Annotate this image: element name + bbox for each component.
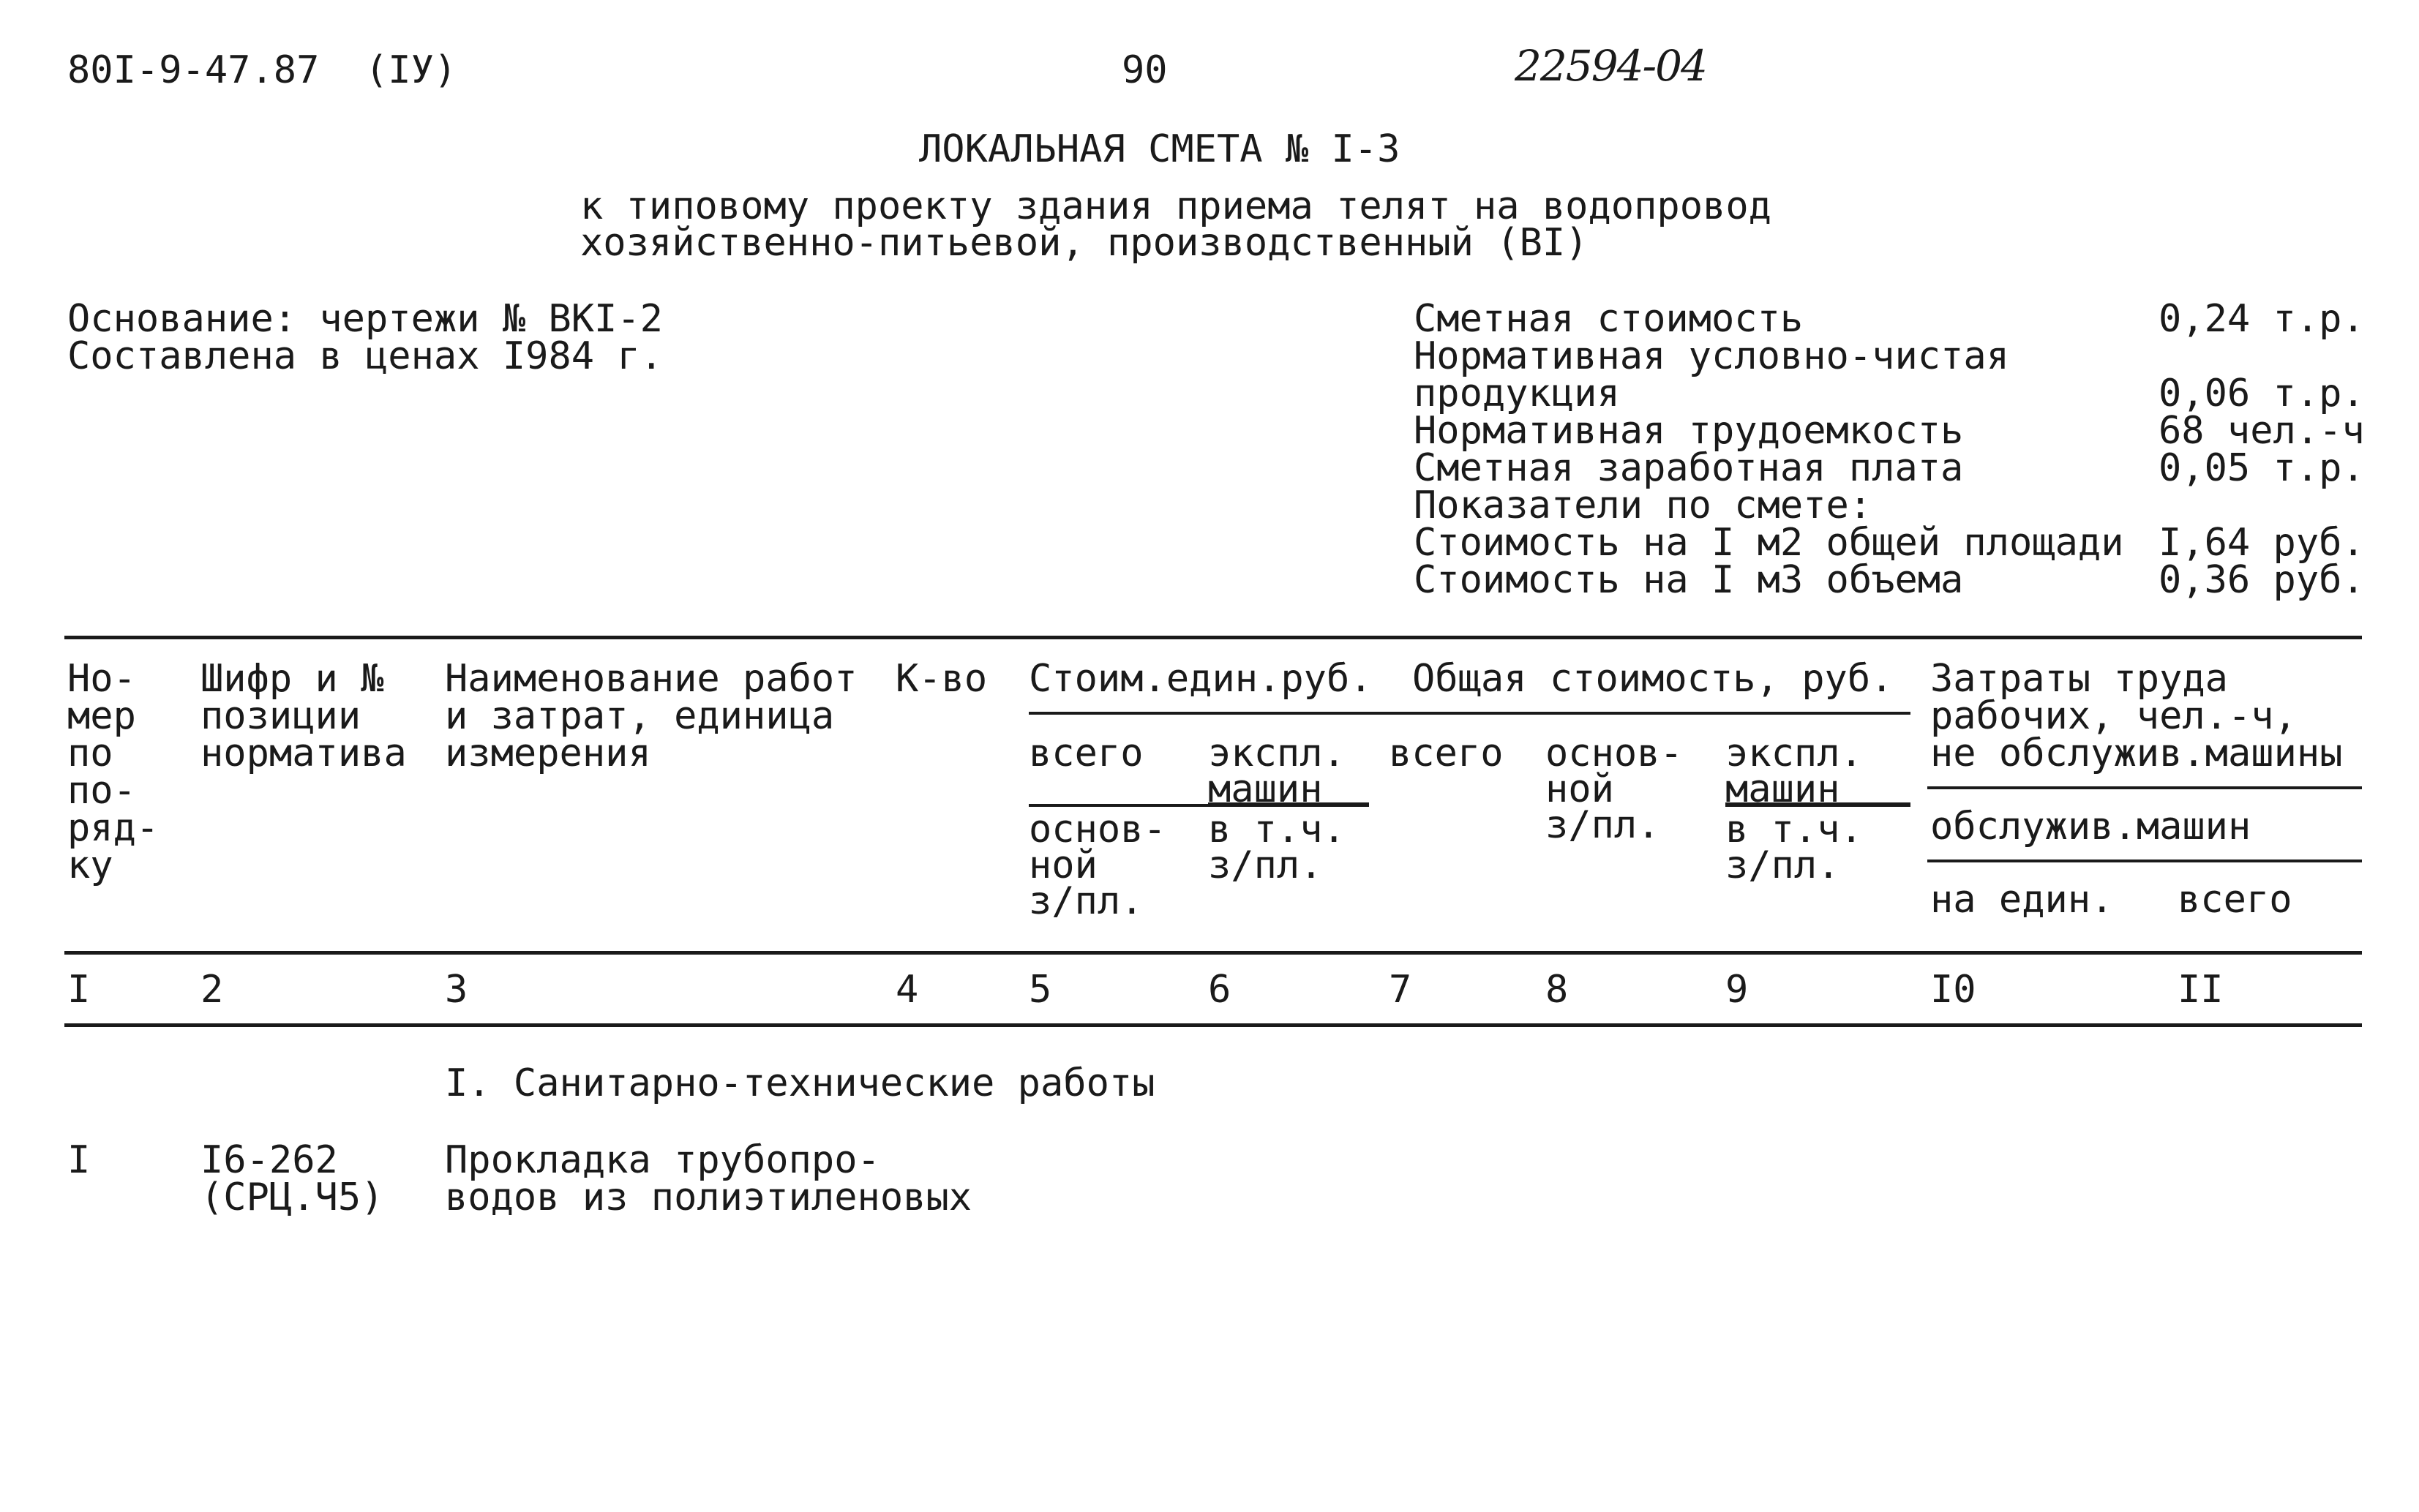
header-total-all: всего (1389, 731, 1504, 775)
header-unit-base: основ- (1029, 808, 1166, 851)
column-number: 6 (1208, 968, 1231, 1012)
header-text: и затрат, единица (445, 694, 835, 738)
page-number: 90 (1122, 48, 1168, 92)
header-text: по- (67, 769, 136, 813)
header-total-cost: Общая стоимость, руб. (1412, 657, 1894, 701)
summary-label: Нормативная условно-чистая (1414, 334, 2009, 378)
summary-label: Сметная стоимость (1414, 297, 1804, 341)
header-text: норматива (200, 731, 407, 775)
column-number: 2 (200, 968, 224, 1012)
row-code: I6-262 (200, 1138, 338, 1182)
basis-line: Основание: чертежи № ВКI-2 (67, 297, 663, 341)
header-total-incl: з/пл. (1725, 843, 1840, 887)
header-text: Наименование работ (445, 657, 858, 701)
summary-label: Сметная заработная плата (1414, 446, 1964, 490)
row-code: (СРЦ.Ч5) (200, 1176, 384, 1219)
estimate-title: ЛОКАЛЬНАЯ СМЕТА № I-3 (919, 127, 1400, 171)
column-number: 4 (896, 968, 919, 1012)
header-text: позиции (200, 694, 361, 738)
summary-value: 0,24 т.р. (2159, 297, 2365, 341)
header-bottom-rule (64, 951, 2362, 955)
header-col-quantity: К-во (896, 657, 988, 701)
table-top-rule (64, 636, 2362, 639)
column-number: 9 (1725, 968, 1749, 1012)
header-unit-cost: Стоим.един.руб. (1029, 657, 1373, 701)
row-name: водов из полиэтиленовых (445, 1176, 972, 1219)
cost-group-rule (1029, 712, 1910, 715)
document-code: 80I-9-47.87 (IУ) (67, 48, 457, 92)
summary-label: Нормативная трудоемкость (1414, 409, 1964, 453)
header-text: по (67, 731, 113, 775)
header-total-expl: машин (1725, 767, 1840, 811)
column-number: II (2178, 968, 2224, 1012)
header-text: измерения (445, 731, 651, 775)
header-text: Шифр и № (200, 657, 384, 701)
header-text: ряд- (67, 806, 160, 850)
header-unit-expl: экспл. (1208, 731, 1346, 775)
summary-value: I,64 руб. (2159, 521, 2365, 565)
header-unit-base: ной (1029, 843, 1098, 887)
estimate-subtitle-2: хозяйственно-питьевой, производственный (BI) (580, 221, 1589, 265)
header-total-base: з/пл. (1545, 803, 1660, 847)
header-total-expl: экспл. (1725, 731, 1863, 775)
column-number: I (67, 968, 91, 1012)
column-number: I0 (1930, 968, 1976, 1012)
header-unit-incl: в т.ч. (1208, 808, 1346, 851)
header-labor: не обслужив.машины (1930, 731, 2343, 775)
header-text: ку (67, 843, 113, 887)
header-text: мер (67, 694, 136, 738)
header-total-base: ной (1545, 767, 1614, 811)
row-name: Прокладка трубопро- (445, 1138, 880, 1182)
summary-value: 68 чел.-ч (2159, 409, 2365, 453)
estimate-subtitle-1: к типовому проекту здания приема телят на водопровод (580, 184, 1771, 228)
header-total-base: основ- (1545, 731, 1683, 775)
summary-value: 0,05 т.р. (2159, 446, 2365, 490)
labor-group-rule-1 (1927, 786, 2362, 789)
header-total-incl: в т.ч. (1725, 808, 1863, 851)
summary-label: Стоимость на I м2 общей площади (1414, 521, 2124, 565)
handwritten-stamp: 22594-04 (1515, 41, 1706, 91)
summary-label: Показатели по смете: (1414, 484, 1872, 527)
header-labor-machines: обслужив.машин (1930, 805, 2251, 849)
header-unit-incl: з/пл. (1208, 843, 1323, 887)
header-labor: рабочих, чел.-ч, (1930, 694, 2297, 738)
header-labor-total: всего (2178, 878, 2292, 922)
header-unit-base: з/пл. (1029, 879, 1144, 923)
header-unit-total: всего (1029, 731, 1144, 775)
summary-value: 0,06 т.р. (2159, 372, 2365, 415)
header-labor: Затраты труда (1930, 657, 2228, 701)
summary-value: 0,36 руб. (2159, 558, 2365, 602)
prices-line: Составлена в ценах I984 г. (67, 334, 663, 378)
labor-group-rule-2 (1927, 860, 2362, 862)
column-number: 7 (1389, 968, 1412, 1012)
column-number: 5 (1029, 968, 1052, 1012)
column-number: 3 (445, 968, 468, 1012)
header-text: Но- (67, 657, 136, 701)
summary-label: Стоимость на I м3 объема (1414, 558, 1964, 602)
column-number: 8 (1545, 968, 1569, 1012)
row-number: I (67, 1138, 91, 1182)
header-per-unit: на един. (1930, 878, 2114, 922)
column-numbers-rule (64, 1023, 2362, 1027)
section-title: I. Санитарно-технические работы (445, 1061, 1155, 1105)
header-unit-expl: машин (1208, 767, 1323, 811)
summary-label: продукция (1414, 372, 1620, 415)
